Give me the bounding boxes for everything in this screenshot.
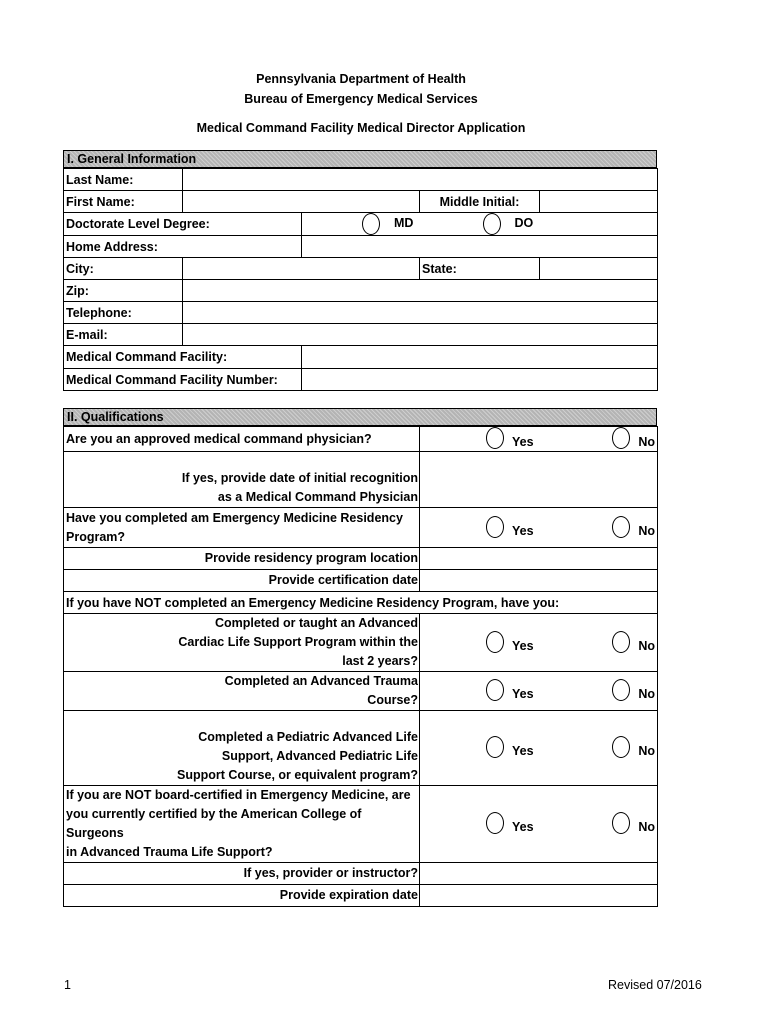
yes-label: Yes [512,687,534,701]
no-label: No [638,744,655,758]
yes-radio[interactable] [486,631,504,653]
form-title: Medical Command Facility Medical Director Application [196,121,526,135]
q-pediatric-line2: Support, Advanced Pediatric Life [221,749,418,763]
q-atls-line3: in Advanced Trauma Life Support? [66,845,273,859]
telephone-field[interactable] [183,302,658,324]
first-name-field[interactable] [183,191,420,213]
q-acls [64,614,420,672]
yes-radio[interactable] [486,679,504,701]
no-radio[interactable] [612,427,630,449]
q-trauma-line1: Completed an Advanced Trauma [224,674,418,688]
no-label: No [638,523,655,538]
city-field[interactable] [183,258,420,280]
page-number: 1 [64,978,71,992]
q-residency-location: Provide residency program location [64,548,420,570]
section-qualifications-header: II. Qualifications [63,408,657,426]
q-provider-or-instructor: If yes, provider or instructor? [64,863,420,885]
no-radio[interactable] [612,736,630,758]
do-radio[interactable] [483,213,501,235]
degree-md-option[interactable] [302,213,420,236]
q-acls-line1: Completed or taught an Advanced [214,616,418,630]
revision-date: Revised 07/2016 [608,978,702,992]
yes-radio[interactable] [486,427,504,449]
md-radio[interactable] [362,213,380,235]
q-residency-completed [64,508,420,548]
q-approved-physician: Are you an approved medical command physician? [64,427,420,452]
q-approved-physician-options [420,427,658,452]
general-information-table [63,168,658,391]
no-radio[interactable] [612,812,630,834]
email-label: E-mail: [64,324,183,346]
q-initial-recognition-line2: as a Medical Command Physician [217,490,418,504]
qualifications-table [63,426,658,907]
no-label: No [638,687,655,701]
q-expiration-date: Provide expiration date [64,885,420,907]
md-label: MD [394,216,414,231]
q-acls-options [420,614,658,672]
q-not-completed-residency: If you have NOT completed an Emergency Medicine Residency Program, have you: [64,592,658,614]
city-label: City: [64,258,183,280]
state-label: State: [420,258,540,280]
yes-label: Yes [512,638,534,653]
q-pediatric-line1: Completed a Pediatric Advanced Life [198,730,418,744]
q-atls-line2: you currently certified by the American College of Surgeons [66,807,362,840]
state-field[interactable] [540,258,658,280]
q-acls-line3: last 2 years? [342,654,418,668]
q-residency-line2: Program? [66,529,126,544]
yes-label: Yes [512,820,534,834]
q-pediatric-line3: Support Course, or equivalent program? [177,768,418,782]
certification-date-field[interactable] [420,570,658,592]
zip-label: Zip: [64,280,183,302]
q-trauma-line2: Course? [367,693,418,707]
q-pediatric-course [64,711,420,786]
last-name-field[interactable] [183,169,658,191]
q-residency-line1: Have you completed am Emergency Medicine Residency [66,510,403,525]
q-pediatric-options [420,711,658,786]
q-initial-recognition-line1: If yes, provide date of initial recognition [181,471,418,485]
yes-radio[interactable] [486,516,504,538]
provider-or-instructor-field[interactable] [420,863,658,885]
no-radio[interactable] [612,631,630,653]
yes-label: Yes [512,744,534,758]
q-atls-certified [64,786,420,863]
yes-radio[interactable] [486,736,504,758]
no-label: No [638,820,655,834]
yes-label: Yes [512,523,534,538]
no-radio[interactable] [612,679,630,701]
department-name: Pennsylvania Department of Health [256,72,466,86]
q-atls-options [420,786,658,863]
facility-number-field[interactable] [302,369,658,391]
email-field[interactable] [183,324,658,346]
q-acls-line2: Cardiac Life Support Program within the [178,635,418,649]
first-name-label: First Name: [64,191,183,213]
zip-field[interactable] [183,280,658,302]
q-initial-recognition-date [64,452,420,508]
residency-location-field[interactable] [420,548,658,570]
degree-do-option[interactable] [420,213,658,236]
section-general-information-header: I. General Information [63,150,657,168]
facility-number-label: Medical Command Facility Number: [64,369,302,391]
no-label: No [638,435,655,449]
bureau-name: Bureau of Emergency Medical Services [244,92,478,106]
q-trauma-options [420,672,658,711]
home-address-label: Home Address: [64,236,302,258]
middle-initial-label: Middle Initial: [420,191,540,213]
telephone-label: Telephone: [64,302,183,324]
do-label: DO [514,216,534,231]
no-label: No [638,638,655,653]
home-address-field[interactable] [302,236,658,258]
last-name-label: Last Name: [64,169,183,191]
middle-initial-field[interactable] [540,191,658,213]
expiration-date-field[interactable] [420,885,658,907]
degree-label: Doctorate Level Degree: [64,213,302,236]
q-residency-options [420,508,658,548]
q-atls-line1: If you are NOT board-certified in Emergency Medicine, are [66,788,411,802]
facility-field[interactable] [302,346,658,369]
initial-recognition-date-field[interactable] [420,452,658,508]
q-trauma-course [64,672,420,711]
no-radio[interactable] [612,516,630,538]
q-certification-date: Provide certification date [64,570,420,592]
yes-radio[interactable] [486,812,504,834]
yes-label: Yes [512,435,534,449]
facility-label: Medical Command Facility: [64,346,302,369]
